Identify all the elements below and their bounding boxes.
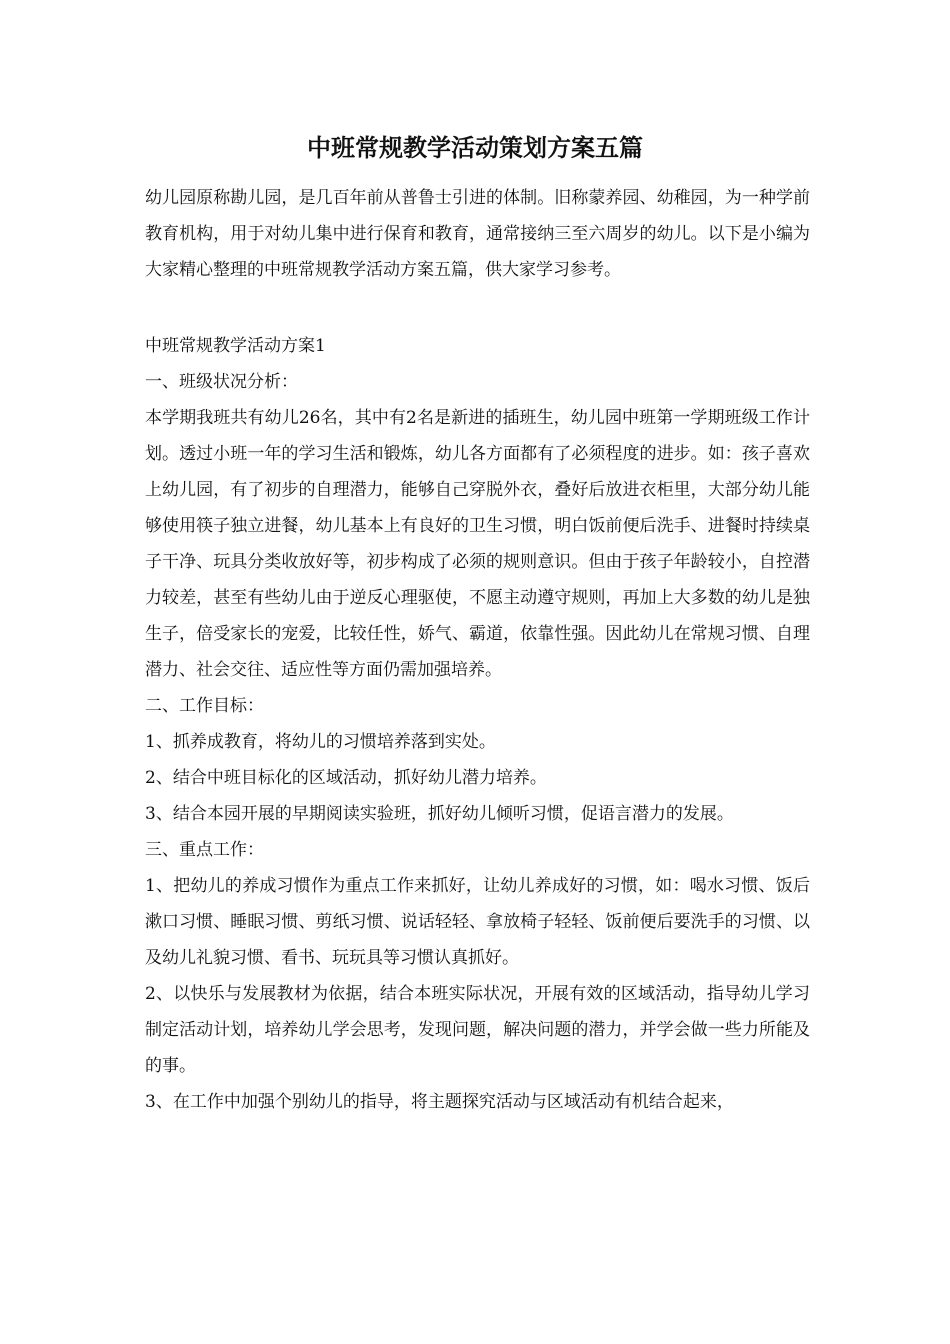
task-item: 3、在工作中加强个别幼儿的指导，将主题探究活动与区域活动有机结合起来，	[145, 1092, 734, 1112]
class-analysis-paragraph: 本学期我班共有幼儿26名，其中有2名是新进的插班生，幼儿园中班第一学期班级工作计划。透过小班一年的学习生活和锻炼，幼儿各方面都有了必须程度的进步。如：孩子喜欢上幼儿园，有了初步的自理潜力，能够自己穿脱外衣，叠好后放进衣柜里，大部分幼儿能够使用筷子独立进餐，幼儿基本上有良好的卫生习惯，明白饭前便后洗手、进餐时持续桌子干净、玩具分类收放好等，初步构成了必须的规则意识。但由于孩子年龄较小，自控潜力较差，甚至有些幼儿由于逆反心理驱使，不愿主动遵守规则，再加上大多数的幼儿是独生子，倍受家长的宠爱，比较任性，娇气、霸道，依靠性强。因此幼儿在常规习惯、自理潜力、社会交往、适应性等方面仍需加强培养。	[145, 408, 810, 680]
document-title: 中班常规教学活动策划方案五篇	[307, 133, 643, 162]
goal-item: 2、结合中班目标化的区域活动，抓好幼儿潜力培养。	[145, 768, 547, 788]
section-heading-class-analysis: 一、班级状况分析：	[145, 372, 298, 392]
goal-item: 1、抓养成教育，将幼儿的习惯培养落到实处。	[145, 732, 496, 752]
goal-item: 3、结合本园开展的早期阅读实验班，抓好幼儿倾听习惯，促语言潜力的发展。	[145, 804, 734, 824]
intro-paragraph: 幼儿园原称勘儿园，是几百年前从普鲁士引进的体制。旧称蒙养园、幼稚园，为一种学前教育机构，用于对幼儿集中进行保育和教育，通常接纳三至六周岁的幼儿。以下是小编为大家精心整理的中班常规教学活动方案五篇，供大家学习参考。	[145, 188, 810, 280]
document-body	[145, 180, 810, 1120]
task-item: 2、以快乐与发展教材为依据，结合本班实际状况，开展有效的区域活动，指导幼儿学习制定活动计划，培养幼儿学会思考，发现问题，解决问题的潜力，并学会做一些力所能及的事。	[145, 984, 810, 1076]
task-item: 1、把幼儿的养成习惯作为重点工作来抓好，让幼儿养成好的习惯，如：喝水习惯、饭后漱口习惯、睡眠习惯、剪纸习惯、说话轻轻、拿放椅子轻轻、饭前便后要洗手的习惯、以及幼儿礼貌习惯、看书、玩玩具等习惯认真抓好。	[145, 876, 810, 968]
section-heading-key-work: 三、重点工作：	[145, 840, 264, 860]
plan-heading: 中班常规教学活动方案1	[145, 336, 326, 356]
section-heading-goals: 二、工作目标：	[145, 696, 264, 716]
